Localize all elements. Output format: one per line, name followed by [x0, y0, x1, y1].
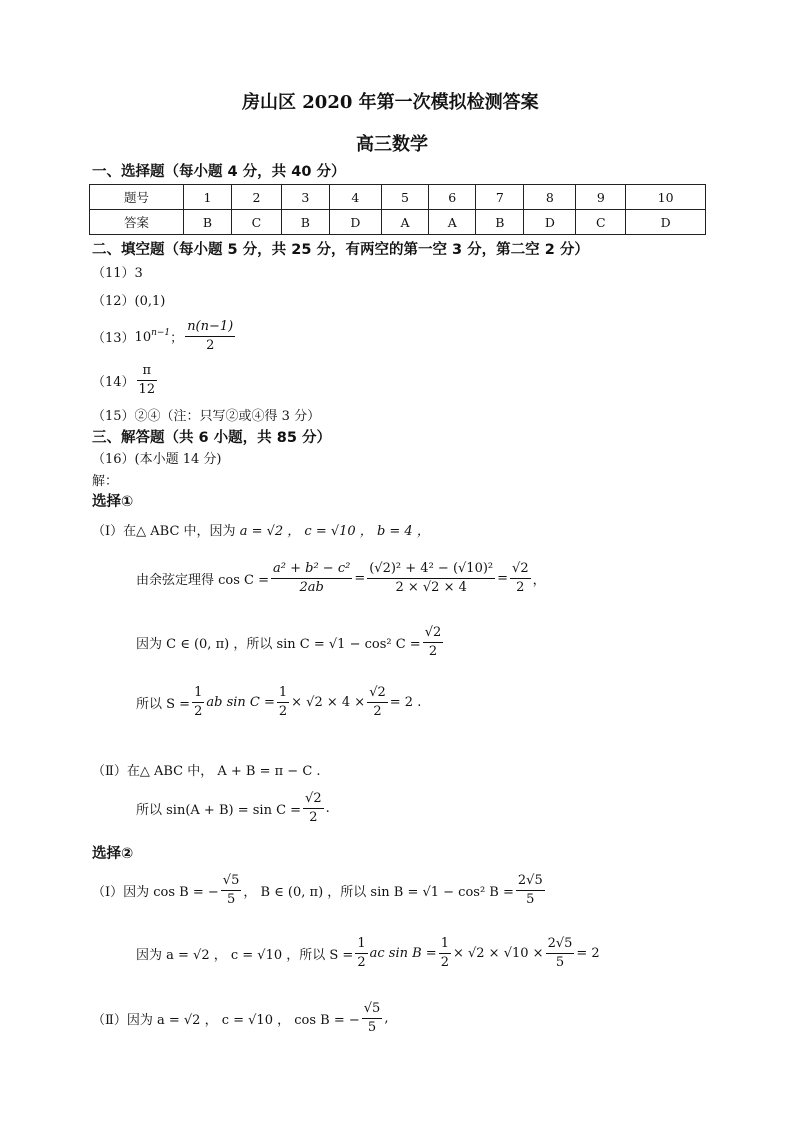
table-cell-answer: B: [476, 210, 524, 235]
table-cell-answer: A: [429, 210, 476, 235]
answer-13-power: $10^{n-1}$: [134, 328, 171, 345]
c1-part1: （Ⅰ）在△ ABC 中，因为 a = √2 ， c = √10 ， b = 4 ，: [92, 524, 430, 539]
c1-sin-line: 因为 C ∈ (0, π) ，所以 sin C = √1 − cos² C = $\frac{√2}{2}$: [136, 625, 442, 659]
table-cell-number: 7: [476, 185, 524, 210]
table-row: [90, 210, 706, 235]
c1-part2: （Ⅱ）在△ ABC 中， A + B = π − C .: [92, 764, 321, 779]
table-cell-number: 5: [381, 185, 428, 210]
answer-15: （15）②④（注：只写②或④得 3 分）: [92, 409, 321, 424]
table-cell-answer: D: [626, 210, 706, 235]
answer-14-fraction: $\frac{\pi}{12}$: [138, 363, 156, 397]
table-cell-answer: B: [184, 210, 232, 235]
answer-13: [92, 318, 237, 355]
table-header-cell: 题号: [90, 185, 184, 210]
table-cell-number: 9: [576, 185, 626, 210]
answer-12: （12）(0,1): [92, 294, 166, 309]
section2-heading: 二、填空题（每小题 5 分，共 25 分，有两空的第一空 3 分，第二空 2 分）: [92, 242, 589, 258]
c2-part2: （Ⅱ） 因为 a = √2 ， c = √10 ， cos B = − $\frac{√5}{5}$ ,: [92, 1001, 389, 1035]
c1-cosine-law: 由余弦定理得 cos C = $\frac{\text{a² + b² − c²}}{2ab}$ = $\frac{\text{(√2)² + 4² − (√10)²}}{2 \times √2 \times 4}$ = $\frac{√2}{2}$ ，: [136, 561, 546, 595]
table-cell-number: 1: [184, 185, 232, 210]
page-subtitle: 高三数学: [356, 134, 428, 155]
table-cell-answer: D: [524, 210, 576, 235]
choice-1-heading: 选择①: [92, 494, 134, 510]
table-cell-number: 4: [329, 185, 381, 210]
table-cell-number: 8: [524, 185, 576, 210]
section3-heading: 三、解答题（共 6 小题，共 85 分）: [92, 430, 331, 446]
c1-part2-result: 所以 sin(A + B) = sin C = $\frac{√2}{2}$ .: [136, 791, 330, 825]
answer-13-fraction: $\frac{n(n-1)}{2}$: [187, 319, 234, 353]
solution-label: 解：: [92, 474, 119, 489]
answer-table: [89, 184, 706, 235]
table-cell-number: 3: [281, 185, 329, 210]
section1-heading: 一、选择题（每小题 4 分，共 40 分）: [92, 164, 346, 180]
table-cell-answer: A: [381, 210, 428, 235]
page-title: 房山区 2020 年第一次模拟检测答案: [242, 92, 539, 113]
table-cell-answer: C: [232, 210, 282, 235]
table-cell-number: 10: [626, 185, 706, 210]
table-header-cell: 答案: [90, 210, 184, 235]
table-cell-number: 2: [232, 185, 282, 210]
answer-14-label: （14）: [92, 375, 135, 390]
answer-13-label: （13）: [92, 331, 135, 346]
question-16-label: （16）(本小题 14 分): [92, 452, 222, 467]
c2-part1: （Ⅰ） 因为 cos B = − $\frac{√5}{5}$ ， B ∈ (0, π) ，所以 sin B = √1 − cos² B = $\frac{2√5}{5}$: [92, 873, 543, 907]
answer-13-sep: ；: [170, 331, 184, 346]
table-row: [90, 185, 706, 210]
choice-2-heading: 选择②: [92, 846, 134, 862]
table-cell-answer: D: [329, 210, 381, 235]
table-cell-answer: B: [281, 210, 329, 235]
table-cell-answer: C: [576, 210, 626, 235]
answer-11: （11）3: [92, 266, 143, 281]
c1-conditions: a = √2 ， c = √10 ， b = 4 ，: [239, 524, 430, 539]
c1-area-line: 所以 S = $\frac{1}{2}$ ab sin C = $\frac{1}{2}$ × √2 × 4 × $\frac{√2}{2}$ = 2 .: [136, 685, 422, 719]
table-cell-number: 6: [429, 185, 476, 210]
c2-area-line: 因为 a = √2 ， c = √10 ，所以 S = $\frac{1}{2}$ ac sin B = $\frac{1}{2}$ × √2 × √10 × $\frac{2√5}{5}$ = 2: [136, 936, 600, 970]
answer-14: [92, 362, 159, 399]
